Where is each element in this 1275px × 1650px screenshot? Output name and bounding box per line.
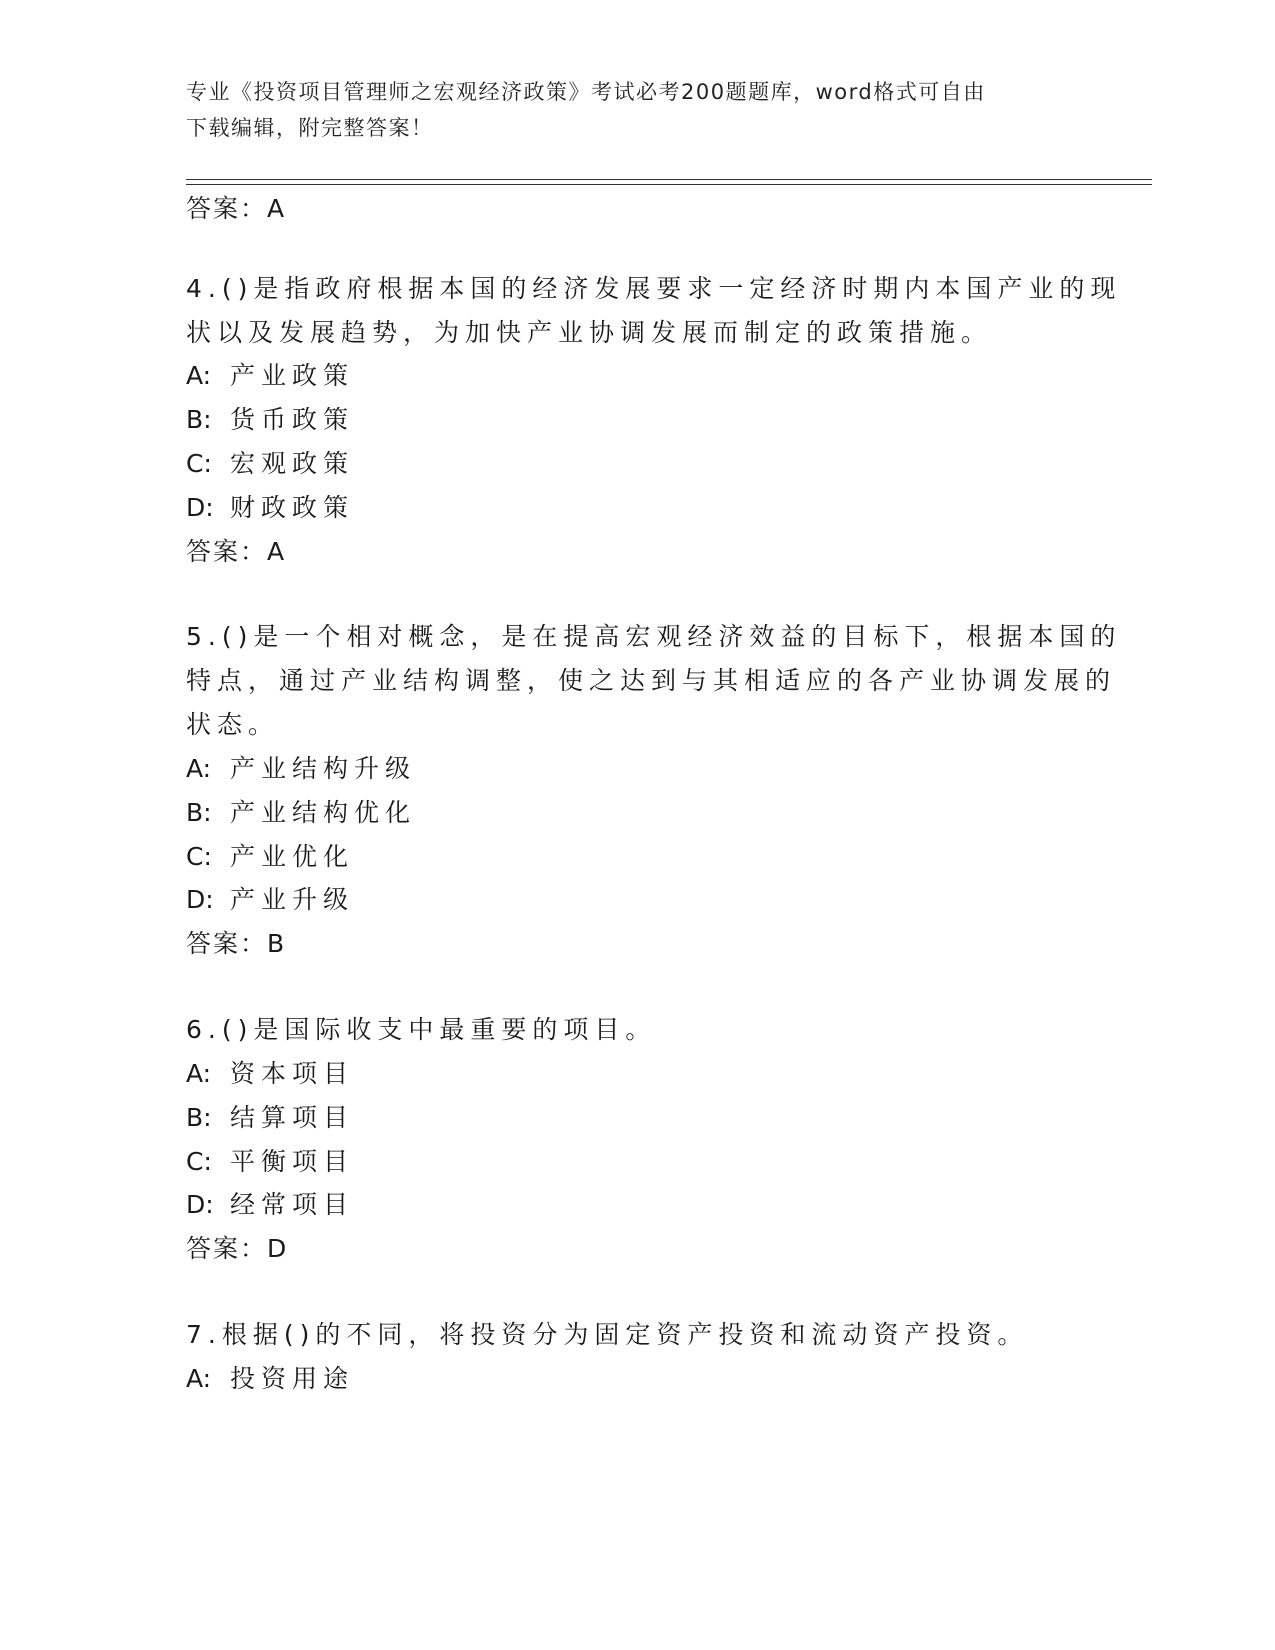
question-4-option-d (186, 485, 354, 530)
question-6-answer: 答案：D (186, 1234, 289, 1263)
question-4-text-line-1: 4.()是指政府根据本国的经济发展要求一定经济时期内本国产业的现 (186, 274, 1122, 303)
option-text: 经常项目 (230, 1190, 355, 1219)
option-text: 资本项目 (230, 1059, 355, 1088)
question-5-option-a (186, 746, 416, 791)
question-6-text-line-1: 6.()是国际收支中最重要的项目。 (186, 1015, 657, 1044)
option-key: A: (186, 361, 212, 390)
option-text: 产业结构升级 (230, 754, 417, 783)
question-6-option-c (186, 1139, 354, 1184)
question-5-text-line-2: 特点，通过产业结构调整，使之达到与其相适应的各产业协调发展的 (186, 666, 1117, 695)
option-key: D: (186, 1190, 214, 1219)
question-4-text-line-2: 状以及发展趋势，为加快产业协调发展而制定的政策措施。 (186, 318, 993, 347)
question-4-option-b (186, 397, 354, 442)
option-key: A: (186, 1364, 212, 1393)
option-key: B: (186, 405, 212, 434)
question-7-text-line-1: 7.根据()的不同，将投资分为固定资产投资和流动资产投资。 (186, 1320, 1029, 1349)
option-text: 产业结构优化 (230, 798, 417, 827)
header-line-2: 下载编辑，附完整答案！ (186, 116, 434, 140)
question-5-text-line-3: 状态。 (186, 710, 280, 739)
option-text: 投资用途 (230, 1364, 355, 1393)
question-4-option-c (186, 441, 354, 486)
option-key: B: (186, 1103, 212, 1132)
option-key: C: (186, 449, 212, 478)
previous-answer: 答案：A (186, 194, 287, 223)
option-text: 产业优化 (230, 842, 355, 871)
option-text: 财政政策 (230, 493, 355, 522)
option-key: D: (186, 493, 214, 522)
question-6-option-d (186, 1182, 354, 1227)
question-4-answer: 答案：A (186, 537, 287, 566)
option-key: C: (186, 1147, 212, 1176)
header-line-1: 专业《投资项目管理师之宏观经济政策》考试必考200题题库，word格式可自由 (186, 80, 986, 104)
question-5-option-c (186, 834, 354, 879)
option-key: D: (186, 885, 214, 914)
document-header (186, 74, 1066, 146)
option-key: B: (186, 798, 212, 827)
option-key: A: (186, 1059, 212, 1088)
question-6-option-a (186, 1051, 354, 1096)
option-key: A: (186, 754, 212, 783)
option-text: 产业政策 (230, 361, 355, 390)
option-text: 产业升级 (230, 885, 355, 914)
option-key: C: (186, 842, 212, 871)
question-6-option-b (186, 1095, 354, 1140)
option-text: 货币政策 (230, 405, 355, 434)
question-5-option-b (186, 790, 416, 835)
option-text: 结算项目 (230, 1103, 355, 1132)
option-text: 平衡项目 (230, 1147, 355, 1176)
question-5-answer: 答案：B (186, 929, 287, 958)
option-text: 宏观政策 (230, 449, 355, 478)
question-7-option-a (186, 1356, 354, 1401)
question-4-option-a (186, 353, 354, 398)
question-5-option-d (186, 877, 354, 922)
header-rule-bottom (186, 184, 1152, 185)
header-rule-top (186, 179, 1152, 180)
question-5-text-line-1: 5.()是一个相对概念，是在提高宏观经济效益的目标下，根据本国的 (186, 622, 1122, 651)
